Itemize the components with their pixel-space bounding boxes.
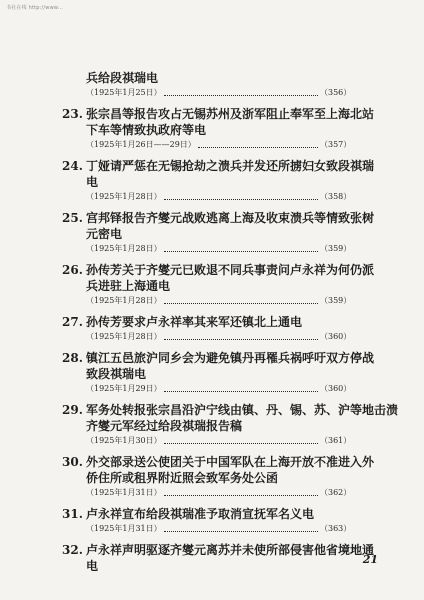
entry-title-line: 军务处转报张宗昌沿沪宁线由镇、丹、锡、苏、沪等地击溃 <box>86 403 399 417</box>
entry-page-ref: （356） <box>320 88 352 97</box>
dot-leader <box>164 303 318 304</box>
entry-page-ref: （360） <box>320 384 352 393</box>
watermark: 书社在线 http://www... <box>6 5 64 11</box>
entry-number: 31. <box>62 507 83 521</box>
dot-leader <box>164 339 318 340</box>
entry-number: 32. <box>62 543 83 557</box>
entry-number: 23. <box>62 107 83 121</box>
entry-title-line: 兵给段祺瑞电 <box>86 71 159 85</box>
entry-date: （1925年1月28日） <box>86 332 162 341</box>
entry-date: （1925年1月30日） <box>86 436 162 445</box>
dot-leader <box>164 443 318 444</box>
entry-date: （1925年1月28日） <box>86 296 162 305</box>
entry-date: （1925年1月25日） <box>86 88 162 97</box>
entry-number: 25. <box>62 211 83 225</box>
entry-title-line: 孙传芳要求卢永祥率其来军还镇北上通电 <box>86 315 303 329</box>
page-number: 21 <box>362 553 378 566</box>
dot-leader <box>164 391 318 392</box>
entry-title-line: 丁娅请严惩在无锡抢劫之溃兵并发还所掳妇女致段祺瑞 <box>86 159 375 173</box>
entry-date: （1925年1月31日） <box>86 488 162 497</box>
entry-number: 30. <box>62 455 83 469</box>
entry-page-ref: （363） <box>320 524 352 533</box>
entry-title-line: 下车等情致执政府等电 <box>86 123 207 137</box>
entry-title-line: 齐燮元军经过给段祺瑞报告稿 <box>86 419 243 433</box>
entry-title-line: 电 <box>86 559 99 573</box>
entry-title-line: 镇江五邑旅沪同乡会为避免镇丹再罹兵祸呼吁双方停战 <box>86 351 375 365</box>
entry-title-line: 兵进驻上海通电 <box>86 279 171 293</box>
entry-page-ref: （362） <box>320 488 352 497</box>
entry-page-ref: （357） <box>320 140 352 149</box>
dot-leader <box>164 531 318 532</box>
entry-number: 26. <box>62 263 83 277</box>
entry-page-ref: （361） <box>320 436 352 445</box>
entry-title-line: 侨住所或租界附近照会致军务处公函 <box>86 471 279 485</box>
entry-title-line: 宫邦铎报告齐燮元战败逃离上海及收束溃兵等情致张树 <box>86 211 375 225</box>
entry-number: 29. <box>62 403 83 417</box>
entry-number: 28. <box>62 351 83 365</box>
entry-date: （1925年1月26日——29日） <box>86 140 196 149</box>
entry-page-ref: （358） <box>320 192 352 201</box>
entry-title-line: 孙传芳关于齐燮元已败退不同兵事责问卢永祥为何仍派 <box>86 263 375 277</box>
entry-title-line: 电 <box>86 175 99 189</box>
entry-title-line: 外交部录送公使团关于中国军队在上海开放不准进入外 <box>86 455 375 469</box>
entry-title-line: 元密电 <box>86 227 123 241</box>
entry-page-ref: （360） <box>320 332 352 341</box>
entry-number: 27. <box>62 315 83 329</box>
entry-date: （1925年1月31日） <box>86 524 162 533</box>
entry-date: （1925年1月28日） <box>86 244 162 253</box>
dot-leader <box>164 251 318 252</box>
entry-date: （1925年1月28日） <box>86 192 162 201</box>
entry-title-line: 卢永祥宣布给段祺瑞准予取消宣抚军名义电 <box>86 507 315 521</box>
dot-leader <box>164 95 318 96</box>
entry-page-ref: （359） <box>320 244 352 253</box>
entry-number: 24. <box>62 159 83 173</box>
dot-leader <box>164 199 318 200</box>
entry-date: （1925年1月29日） <box>86 384 162 393</box>
dot-leader <box>198 147 318 148</box>
entry-page-ref: （359） <box>320 296 352 305</box>
dot-leader <box>164 495 318 496</box>
entry-title-line: 张宗昌等报告攻占无锡苏州及浙军阻止奉军至上海北站 <box>86 107 375 121</box>
entry-title-line: 卢永祥声明驱逐齐燮元离苏并未使所部侵害他省境地通 <box>86 543 375 557</box>
entry-title-line: 致段祺瑞电 <box>86 367 147 381</box>
